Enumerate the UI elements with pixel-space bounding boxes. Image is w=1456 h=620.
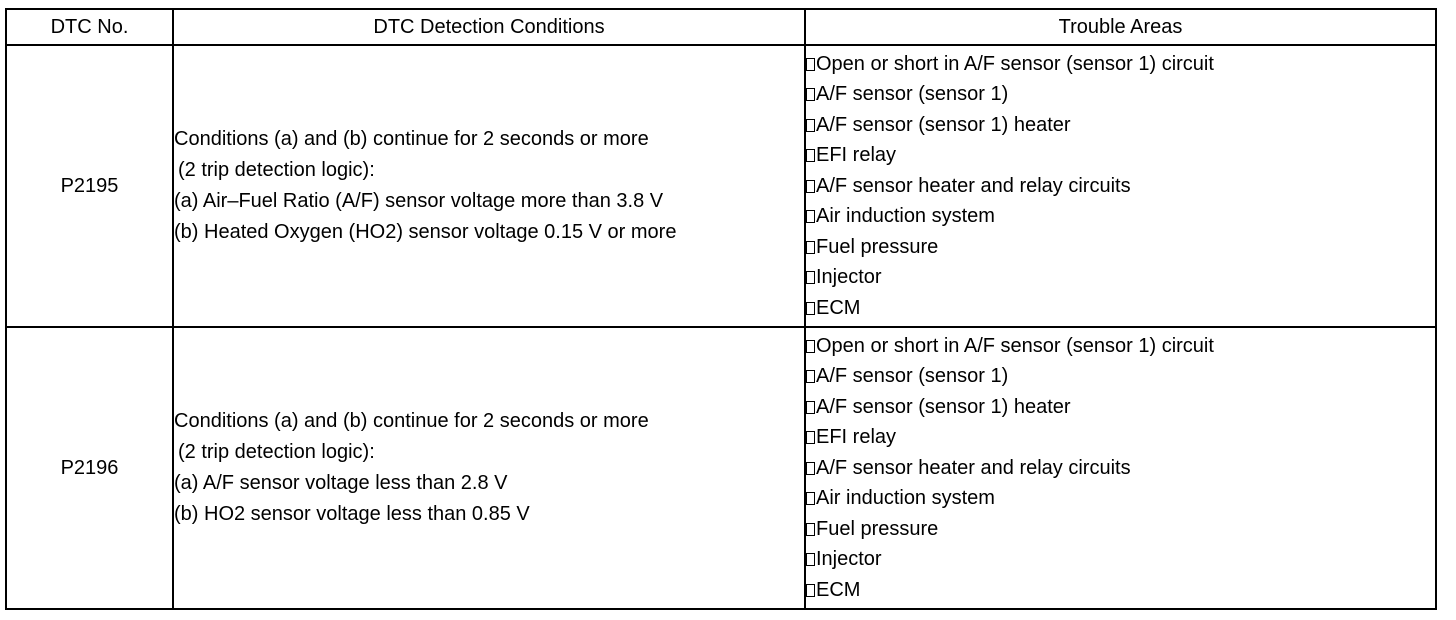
checkbox-icon	[806, 302, 815, 315]
dtc-code: P2195	[6, 45, 173, 327]
table-row	[6, 45, 1436, 327]
trouble-area-item	[806, 49, 1435, 80]
trouble-area-label: Fuel pressure	[816, 517, 939, 540]
trouble-area-label: Injector	[816, 548, 882, 571]
header-dtc-no: DTC No.	[6, 9, 173, 45]
trouble-area-item	[806, 483, 1435, 514]
trouble-area-label: Injector	[816, 266, 882, 289]
trouble-area-item	[806, 453, 1435, 484]
checkbox-icon	[806, 180, 815, 193]
table-row	[6, 327, 1436, 609]
trouble-area-item	[806, 232, 1435, 263]
trouble-area-label: ECM	[816, 578, 861, 601]
trouble-area-label: A/F sensor (sensor 1)	[816, 365, 1009, 388]
trouble-area-label: EFI relay	[816, 144, 897, 167]
trouble-area-item	[806, 79, 1435, 110]
header-detection-conditions: DTC Detection Conditions	[173, 9, 805, 45]
trouble-area-item	[806, 392, 1435, 423]
condition-line: (b) Heated Oxygen (HO2) sensor voltage 0.15 V or more	[174, 221, 677, 243]
trouble-area-item	[806, 293, 1435, 324]
trouble-area-label: A/F sensor (sensor 1) heater	[816, 113, 1071, 136]
trouble-area-item	[806, 110, 1435, 141]
trouble-area-label: A/F sensor heater and relay circuits	[816, 456, 1131, 479]
trouble-area-label: A/F sensor heater and relay circuits	[816, 174, 1131, 197]
checkbox-icon	[806, 523, 815, 536]
checkbox-icon	[806, 370, 815, 383]
checkbox-icon	[806, 119, 815, 132]
trouble-area-label: Open or short in A/F sensor (sensor 1) circuit	[816, 52, 1214, 75]
dtc-table	[5, 8, 1437, 610]
trouble-area-item	[806, 331, 1435, 362]
checkbox-icon	[806, 431, 815, 444]
checkbox-icon	[806, 492, 815, 505]
checkbox-icon	[806, 401, 815, 414]
checkbox-icon	[806, 553, 815, 566]
trouble-area-label: Open or short in A/F sensor (sensor 1) circuit	[816, 334, 1214, 357]
trouble-area-label: Air induction system	[816, 205, 995, 228]
trouble-area-item	[806, 171, 1435, 202]
condition-line: (a) A/F sensor voltage less than 2.8 V	[174, 472, 508, 494]
checkbox-icon	[806, 88, 815, 101]
dtc-code: P2196	[6, 327, 173, 609]
checkbox-icon	[806, 340, 815, 353]
trouble-area-label: A/F sensor (sensor 1)	[816, 83, 1009, 106]
condition-line: (b) HO2 sensor voltage less than 0.85 V	[174, 503, 530, 525]
detection-conditions	[173, 327, 805, 609]
condition-line: (2 trip detection logic):	[178, 441, 375, 463]
trouble-areas	[805, 45, 1436, 327]
trouble-area-item	[806, 140, 1435, 171]
condition-line: (a) Air–Fuel Ratio (A/F) sensor voltage more than 3.8 V	[174, 190, 664, 212]
trouble-area-item	[806, 544, 1435, 575]
checkbox-icon	[806, 462, 815, 475]
trouble-area-item	[806, 514, 1435, 545]
trouble-area-label: Fuel pressure	[816, 235, 939, 258]
trouble-area-item	[806, 201, 1435, 232]
condition-line: Conditions (a) and (b) continue for 2 seconds or more	[174, 128, 649, 150]
checkbox-icon	[806, 58, 815, 71]
checkbox-icon	[806, 584, 815, 597]
condition-line: (2 trip detection logic):	[178, 159, 375, 181]
checkbox-icon	[806, 241, 815, 254]
trouble-area-label: Air induction system	[816, 487, 995, 510]
checkbox-icon	[806, 271, 815, 284]
header-trouble-areas: Trouble Areas	[805, 9, 1436, 45]
table-header-row	[6, 9, 1436, 45]
detection-conditions	[173, 45, 805, 327]
trouble-area-label: ECM	[816, 296, 861, 319]
checkbox-icon	[806, 149, 815, 162]
trouble-area-label: A/F sensor (sensor 1) heater	[816, 395, 1071, 418]
condition-line: Conditions (a) and (b) continue for 2 seconds or more	[174, 410, 649, 432]
trouble-area-item	[806, 422, 1435, 453]
trouble-area-item	[806, 361, 1435, 392]
trouble-area-item	[806, 262, 1435, 293]
trouble-area-item	[806, 575, 1435, 606]
trouble-areas	[805, 327, 1436, 609]
checkbox-icon	[806, 210, 815, 223]
trouble-area-label: EFI relay	[816, 426, 897, 449]
